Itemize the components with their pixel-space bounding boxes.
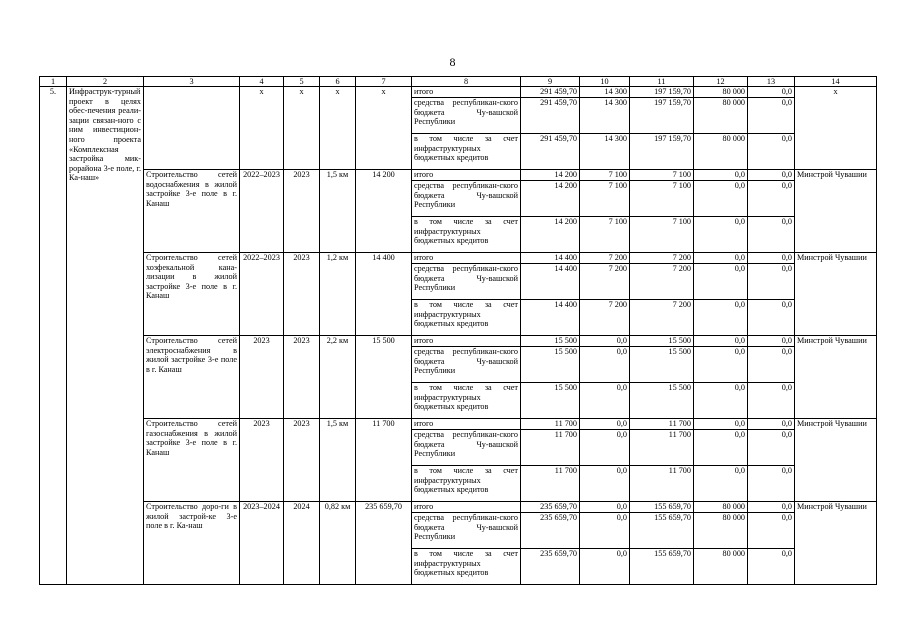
amount-2022: 7 100: [580, 170, 630, 181]
funding-source-label: средства республикан-ского бюджета Чу-вашской Республики: [412, 430, 521, 466]
amount-2023: 155 659,70: [630, 549, 694, 585]
amount-2025: 0,0: [748, 181, 795, 217]
amount-2024: 0,0: [694, 430, 748, 466]
object-name: Строительство сетей газоснабжения в жилой застройке 3-е поле в г. Канаш: [144, 419, 240, 502]
funding-source-label: итого: [412, 170, 521, 181]
start-year: 2022–2023: [240, 253, 284, 336]
estimated-cost: 14 400: [356, 253, 412, 336]
total-amount: 14 400: [521, 253, 580, 264]
start-year: 2023: [240, 336, 284, 419]
start-year: 2023: [240, 419, 284, 502]
column-number-row: [40, 77, 877, 87]
amount-2022: 0,0: [580, 430, 630, 466]
amount-2023: 15 500: [630, 336, 694, 347]
estimated-cost: 235 659,70: [356, 502, 412, 585]
amount-2024: 80 000: [694, 87, 748, 98]
total-amount: 15 500: [521, 347, 580, 383]
amount-2022: 14 300: [580, 134, 630, 170]
financing-table: [39, 76, 877, 585]
amount-2024: 80 000: [694, 502, 748, 513]
amount-2025: 0,0: [748, 217, 795, 253]
capacity: 2,2 км: [320, 336, 356, 419]
amount-2023: 7 100: [630, 170, 694, 181]
amount-2024: 80 000: [694, 549, 748, 585]
estimated-cost: 15 500: [356, 336, 412, 419]
column-number: 4: [240, 77, 284, 87]
funding-source-label: в том числе за счет инфраструктурных бюджетных кредитов: [412, 134, 521, 170]
capacity: 1,5 км: [320, 170, 356, 253]
amount-2022: 7 200: [580, 253, 630, 264]
executor-empty: [795, 347, 877, 419]
amount-2023: 15 500: [630, 383, 694, 419]
total-amount: 15 500: [521, 336, 580, 347]
amount-2022: 7 200: [580, 300, 630, 336]
executor-empty: [795, 98, 877, 170]
amount-2022: 7 100: [580, 217, 630, 253]
column-number: 2: [67, 77, 144, 87]
amount-2025: 0,0: [748, 549, 795, 585]
amount-2023: 11 700: [630, 419, 694, 430]
amount-2025: 0,0: [748, 502, 795, 513]
object-name-empty: [144, 87, 240, 170]
total-amount: 14 200: [521, 217, 580, 253]
end-year: 2023: [284, 419, 320, 502]
amount-2022: 0,0: [580, 549, 630, 585]
amount-2023: 155 659,70: [630, 513, 694, 549]
column-number: 14: [795, 77, 877, 87]
object-name: Строительство сетей электроснабжения в жилой застройке 3-е поле в г. Канаш: [144, 336, 240, 419]
total-amount: 11 700: [521, 466, 580, 502]
end-year: х: [284, 87, 320, 170]
total-amount: 235 659,70: [521, 502, 580, 513]
executor: Минстрой Чувашии: [795, 336, 877, 347]
funding-source-label: в том числе за счет инфраструктурных бюджетных кредитов: [412, 383, 521, 419]
total-amount: 235 659,70: [521, 549, 580, 585]
funding-source-label: итого: [412, 87, 521, 98]
amount-2023: 197 159,70: [630, 87, 694, 98]
amount-2023: 7 100: [630, 181, 694, 217]
end-year: 2024: [284, 502, 320, 585]
executor-empty: [795, 513, 877, 585]
capacity: 0,82 км: [320, 502, 356, 585]
total-amount: 291 459,70: [521, 134, 580, 170]
object-name: Строительство сетей хозфекальной кана-лизации в жилой застройке 3-е поле в г. Канаш: [144, 253, 240, 336]
end-year: 2023: [284, 170, 320, 253]
start-year: 2022–2023: [240, 170, 284, 253]
executor-empty: [795, 430, 877, 502]
column-number: 7: [356, 77, 412, 87]
amount-2023: 11 700: [630, 430, 694, 466]
total-amount: 291 459,70: [521, 87, 580, 98]
start-year: 2023–2024: [240, 502, 284, 585]
amount-2025: 0,0: [748, 513, 795, 549]
funding-source-label: итого: [412, 253, 521, 264]
total-amount: 14 200: [521, 181, 580, 217]
capacity: х: [320, 87, 356, 170]
executor: х: [795, 87, 877, 98]
estimated-cost: 11 700: [356, 419, 412, 502]
object-name: Строительство сетей водоснабжения в жилой застройке 3-е поле в г. Канаш: [144, 170, 240, 253]
executor: Минстрой Чувашии: [795, 253, 877, 264]
funding-source-label: средства республикан-ского бюджета Чу-вашской Республики: [412, 98, 521, 134]
amount-2024: 80 000: [694, 98, 748, 134]
funding-source-label: средства республикан-ского бюджета Чу-вашской Республики: [412, 264, 521, 300]
amount-2025: 0,0: [748, 134, 795, 170]
amount-2024: 0,0: [694, 253, 748, 264]
end-year: 2023: [284, 253, 320, 336]
total-amount: 11 700: [521, 419, 580, 430]
total-amount: 15 500: [521, 383, 580, 419]
amount-2023: 15 500: [630, 347, 694, 383]
column-number: 10: [580, 77, 630, 87]
amount-2024: 0,0: [694, 300, 748, 336]
amount-2023: 197 159,70: [630, 98, 694, 134]
amount-2025: 0,0: [748, 336, 795, 347]
amount-2022: 14 300: [580, 98, 630, 134]
amount-2025: 0,0: [748, 466, 795, 502]
funding-source-label: итого: [412, 336, 521, 347]
funding-source-label: в том числе за счет инфраструктурных бюджетных кредитов: [412, 466, 521, 502]
estimated-cost: х: [356, 87, 412, 170]
object-name: Строительство доро-ги в жилой застрой-ке 3-е поле в г. Ка-наш: [144, 502, 240, 585]
executor: Минстрой Чувашии: [795, 502, 877, 513]
total-amount: 235 659,70: [521, 513, 580, 549]
column-number: 8: [412, 77, 521, 87]
amount-2022: 0,0: [580, 419, 630, 430]
amount-2024: 0,0: [694, 419, 748, 430]
column-number: 1: [40, 77, 67, 87]
amount-2025: 0,0: [748, 170, 795, 181]
amount-2023: 7 200: [630, 253, 694, 264]
total-amount: 14 400: [521, 300, 580, 336]
amount-2025: 0,0: [748, 253, 795, 264]
executor: Минстрой Чувашии: [795, 170, 877, 181]
amount-2023: 197 159,70: [630, 134, 694, 170]
total-amount: 11 700: [521, 430, 580, 466]
table-row: [40, 253, 877, 264]
estimated-cost: 14 200: [356, 170, 412, 253]
amount-2024: 0,0: [694, 181, 748, 217]
table-row: [40, 170, 877, 181]
funding-source-label: средства республикан-ского бюджета Чу-вашской Республики: [412, 513, 521, 549]
column-number: 6: [320, 77, 356, 87]
total-amount: 14 400: [521, 264, 580, 300]
project-description: Инфраструк-турный проект в целях обес-печения реали-зации связан-ного с ним инвестицион-ного проекта «Комплексная застройка мик-рорайона 3-е поле, г. Ка-наш»: [67, 87, 144, 585]
amount-2022: 0,0: [580, 347, 630, 383]
amount-2024: 0,0: [694, 264, 748, 300]
amount-2022: 14 300: [580, 87, 630, 98]
table-row: [40, 419, 877, 430]
executor-empty: [795, 264, 877, 336]
funding-source-label: итого: [412, 419, 521, 430]
amount-2022: 0,0: [580, 336, 630, 347]
table-row: [40, 87, 877, 98]
total-amount: 14 200: [521, 170, 580, 181]
start-year: х: [240, 87, 284, 170]
amount-2024: 0,0: [694, 466, 748, 502]
capacity: 1,5 км: [320, 419, 356, 502]
amount-2025: 0,0: [748, 87, 795, 98]
funding-source-label: в том числе за счет инфраструктурных бюджетных кредитов: [412, 217, 521, 253]
table-row: [40, 336, 877, 347]
amount-2025: 0,0: [748, 430, 795, 466]
funding-source-label: итого: [412, 502, 521, 513]
column-number: 13: [748, 77, 795, 87]
amount-2022: 7 100: [580, 181, 630, 217]
amount-2024: 0,0: [694, 217, 748, 253]
capacity: 1,2 км: [320, 253, 356, 336]
amount-2023: 7 200: [630, 300, 694, 336]
amount-2022: 7 200: [580, 264, 630, 300]
amount-2022: 0,0: [580, 513, 630, 549]
amount-2025: 0,0: [748, 419, 795, 430]
amount-2024: 0,0: [694, 336, 748, 347]
amount-2025: 0,0: [748, 383, 795, 419]
column-number: 12: [694, 77, 748, 87]
table-row: [40, 502, 877, 513]
funding-source-label: в том числе за счет инфраструктурных бюджетных кредитов: [412, 549, 521, 585]
amount-2023: 11 700: [630, 466, 694, 502]
amount-2022: 0,0: [580, 466, 630, 502]
end-year: 2023: [284, 336, 320, 419]
column-number: 3: [144, 77, 240, 87]
column-number: 9: [521, 77, 580, 87]
total-amount: 291 459,70: [521, 98, 580, 134]
amount-2025: 0,0: [748, 264, 795, 300]
executor-empty: [795, 181, 877, 253]
row-number: 5.: [40, 87, 67, 585]
amount-2024: 80 000: [694, 134, 748, 170]
amount-2022: 0,0: [580, 383, 630, 419]
amount-2022: 0,0: [580, 502, 630, 513]
amount-2025: 0,0: [748, 300, 795, 336]
amount-2024: 0,0: [694, 170, 748, 181]
column-number: 5: [284, 77, 320, 87]
amount-2023: 155 659,70: [630, 502, 694, 513]
funding-source-label: средства республикан-ского бюджета Чу-вашской Республики: [412, 181, 521, 217]
amount-2025: 0,0: [748, 98, 795, 134]
amount-2024: 0,0: [694, 383, 748, 419]
column-number: 11: [630, 77, 694, 87]
amount-2023: 7 200: [630, 264, 694, 300]
page-number: 8: [449, 55, 456, 69]
funding-source-label: в том числе за счет инфраструктурных бюджетных кредитов: [412, 300, 521, 336]
amount-2024: 0,0: [694, 347, 748, 383]
executor: Минстрой Чувашии: [795, 419, 877, 430]
amount-2023: 7 100: [630, 217, 694, 253]
amount-2025: 0,0: [748, 347, 795, 383]
amount-2024: 80 000: [694, 513, 748, 549]
funding-source-label: средства республикан-ского бюджета Чу-вашской Республики: [412, 347, 521, 383]
